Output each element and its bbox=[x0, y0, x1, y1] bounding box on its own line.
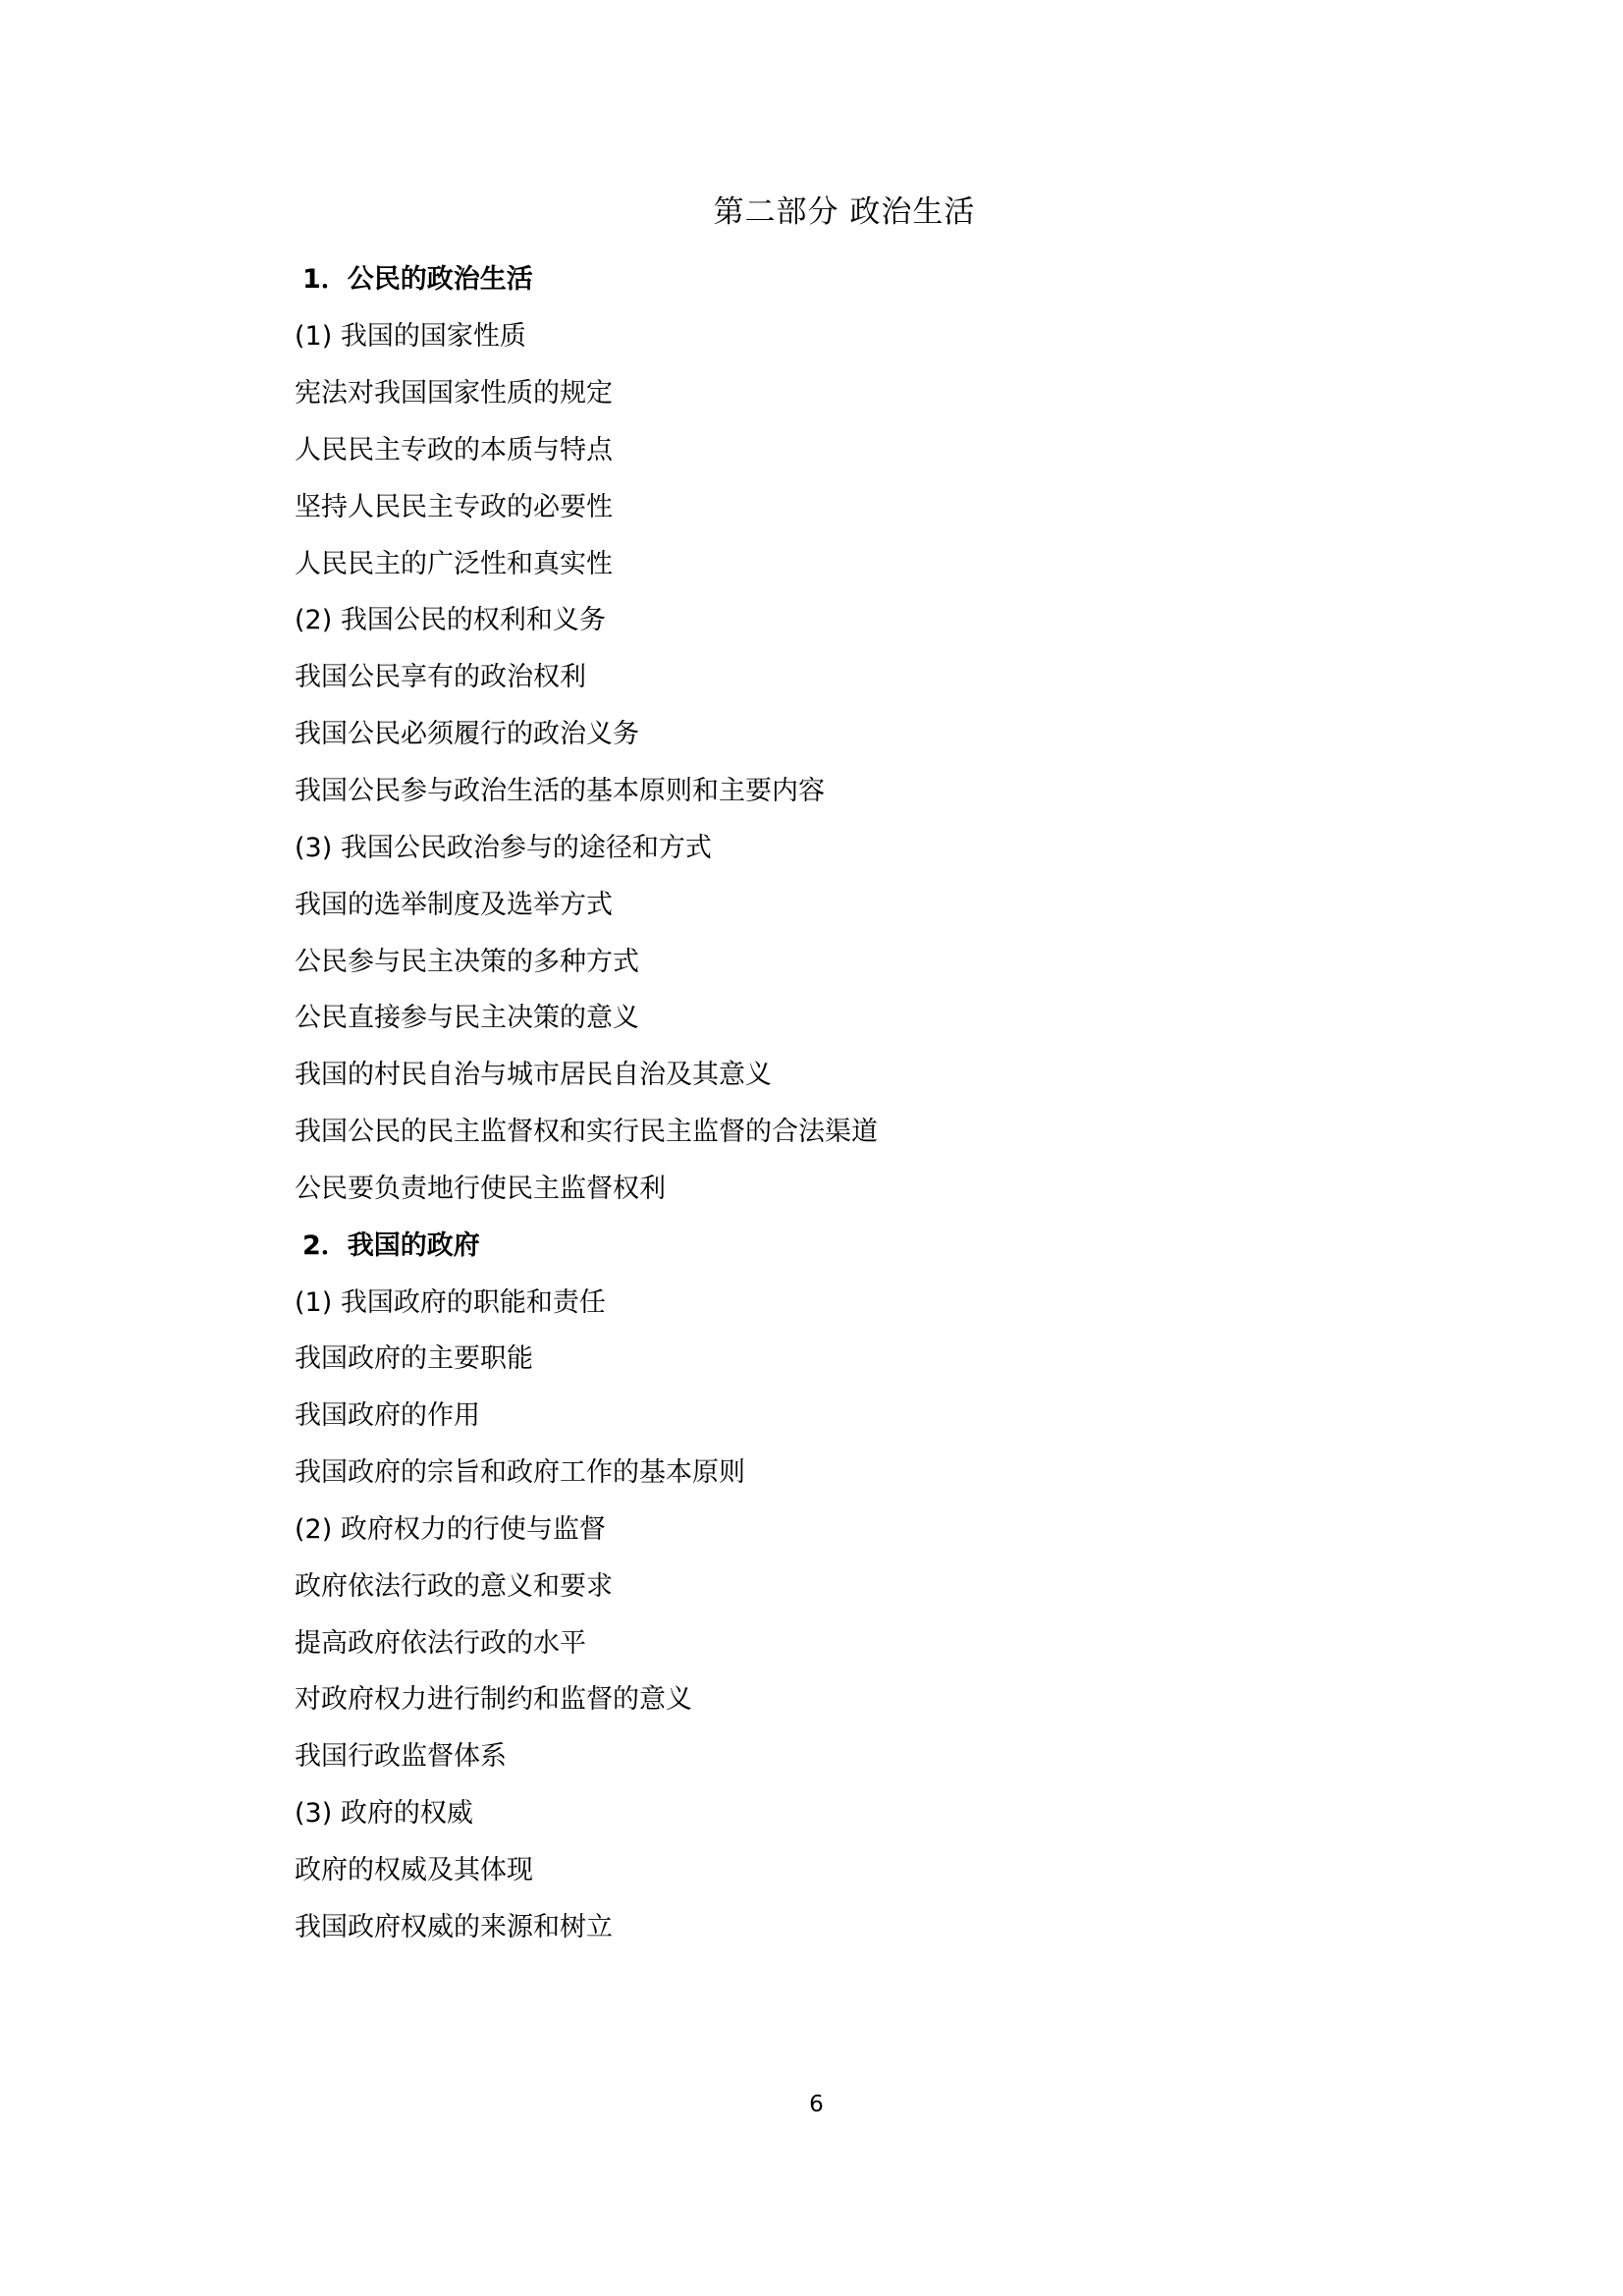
outline-item: 我国公民享有的政治权利 bbox=[295, 662, 586, 693]
outline-item: 人民民主的广泛性和真实性 bbox=[295, 548, 613, 579]
outline-item: 我国的选举制度及选举方式 bbox=[295, 889, 613, 920]
outline-item: 提高政府依法行政的水平 bbox=[295, 1627, 586, 1659]
outline-subheading: (2) 政府权力的行使与监督 bbox=[295, 1513, 606, 1545]
outline-item: 政府的权威及其体现 bbox=[295, 1855, 533, 1886]
outline-list bbox=[295, 259, 1365, 1947]
outline-subheading: (3) 我国公民政治参与的途径和方式 bbox=[295, 832, 712, 863]
outline-item: 公民参与民主决策的多种方式 bbox=[295, 946, 639, 977]
page-number: 6 bbox=[809, 2092, 824, 2117]
outline-item: 我国政府权威的来源和树立 bbox=[295, 1911, 613, 1942]
outline-item: 我国政府的主要职能 bbox=[295, 1343, 533, 1375]
outline-item: 公民直接参与民主决策的意义 bbox=[295, 1003, 639, 1034]
outline-heading: 2．我国的政府 bbox=[302, 1230, 480, 1261]
outline-item: 宪法对我国国家性质的规定 bbox=[295, 378, 613, 410]
outline-subheading: (1) 我国政府的职能和责任 bbox=[295, 1286, 606, 1318]
page-title: 第二部分 政治生活 bbox=[713, 194, 976, 230]
document-body bbox=[295, 191, 1365, 1964]
outline-item: 我国公民必须履行的政治义务 bbox=[295, 719, 639, 750]
outline-item: 公民要负责地行使民主监督权利 bbox=[295, 1173, 666, 1204]
outline-item: 我国的村民自治与城市居民自治及其意义 bbox=[295, 1060, 772, 1091]
outline-item: 坚持人民民主专政的必要性 bbox=[295, 491, 613, 522]
outline-item: 我国政府的宗旨和政府工作的基本原则 bbox=[295, 1457, 745, 1489]
outline-item: 我国行政监督体系 bbox=[295, 1741, 507, 1773]
outline-item: 我国公民参与政治生活的基本原则和主要内容 bbox=[295, 775, 825, 806]
outline-item: 人民民主专政的本质与特点 bbox=[295, 434, 613, 465]
outline-item: 对政府权力进行制约和监督的意义 bbox=[295, 1684, 692, 1716]
outline-subheading: (2) 我国公民的权利和义务 bbox=[295, 605, 606, 636]
outline-item: 我国政府的作用 bbox=[295, 1400, 480, 1432]
outline-heading: 1．公民的政治生活 bbox=[302, 264, 533, 296]
outline-item: 政府依法行政的意义和要求 bbox=[295, 1570, 613, 1602]
outline-item: 我国公民的民主监督权和实行民主监督的合法渠道 bbox=[295, 1117, 878, 1148]
outline-subheading: (1) 我国的国家性质 bbox=[295, 321, 526, 353]
outline-subheading: (3) 政府的权威 bbox=[295, 1798, 473, 1830]
